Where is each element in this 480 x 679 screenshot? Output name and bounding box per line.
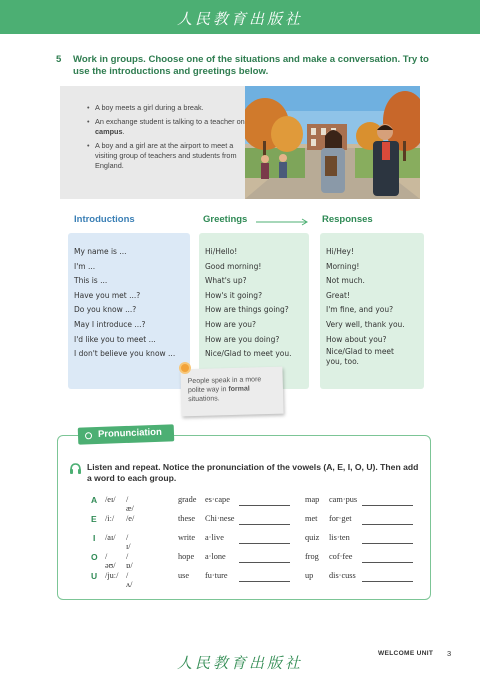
responses-list bbox=[326, 245, 405, 367]
pronunciation-title: Pronunciation bbox=[97, 426, 163, 440]
responses-box bbox=[320, 233, 424, 389]
answer-blank[interactable] bbox=[239, 543, 290, 544]
answer-blank[interactable] bbox=[239, 581, 290, 582]
list-item: What's up? bbox=[205, 276, 247, 286]
list-item: Nice/Glad to meet bbox=[326, 347, 394, 357]
answer-blank[interactable] bbox=[362, 543, 413, 544]
list-item: How are you? bbox=[205, 319, 257, 329]
pronunciation-dot-icon bbox=[85, 432, 92, 439]
list-item: I'm fine, and you? bbox=[326, 305, 394, 315]
publisher-logo-top: 人民教育出版社 bbox=[176, 10, 303, 28]
situation-item: • An exchange student is talking to a teacher on campus. bbox=[87, 117, 247, 137]
answer-blank[interactable] bbox=[239, 562, 290, 563]
headphones-icon bbox=[69, 462, 82, 475]
greetings-heading: Greetings bbox=[203, 214, 248, 225]
situations-panel bbox=[60, 86, 420, 199]
campus-photo bbox=[245, 86, 420, 199]
list-item: Do you know ...? bbox=[74, 305, 137, 315]
answer-blank[interactable] bbox=[239, 524, 290, 525]
list-item: How are things going? bbox=[205, 305, 289, 315]
situation-item: • A boy and a girl are at the airport to meet a visiting group of teachers and students from England. bbox=[87, 141, 247, 171]
situation-list bbox=[87, 103, 247, 175]
list-item: Have you met ...? bbox=[74, 290, 141, 300]
situation-item: • A boy meets a girl during a break. bbox=[87, 103, 247, 113]
list-item: Very well, thank you. bbox=[326, 319, 405, 329]
list-item: Morning! bbox=[326, 261, 360, 271]
campus-photo-illustration bbox=[245, 86, 420, 199]
arrow-right-icon bbox=[256, 218, 310, 226]
publisher-logo-bottom: 人民教育出版社 bbox=[176, 654, 303, 672]
pin-icon bbox=[179, 362, 191, 374]
responses-heading: Responses bbox=[322, 214, 373, 225]
answer-blank[interactable] bbox=[362, 581, 413, 582]
page-number: 3 bbox=[447, 649, 452, 658]
tip-note: People speak in a more polite way in formal situations. bbox=[180, 367, 283, 417]
list-item: I'm ... bbox=[74, 261, 96, 271]
footer-unit-label: WELCOME UNIT bbox=[378, 650, 434, 657]
list-item: Good morning! bbox=[205, 261, 262, 271]
list-item: My name is ... bbox=[74, 247, 127, 256]
list-item: Hi/Hey! bbox=[326, 247, 354, 256]
task-text: Work in groups. Choose one of the situations and make a conversation. Try to use the introductions and greetings below. bbox=[73, 54, 429, 77]
answer-blank[interactable] bbox=[362, 562, 413, 563]
introductions-heading: Introductions bbox=[74, 214, 135, 225]
greetings-list bbox=[205, 245, 292, 362]
list-item: How are you doing? bbox=[205, 334, 280, 344]
pronunciation-tab bbox=[78, 424, 175, 444]
introductions-box bbox=[68, 233, 190, 389]
list-item: Nice/Glad to meet you. bbox=[205, 349, 292, 359]
introductions-list bbox=[74, 245, 175, 362]
list-item: I'd like you to meet ... bbox=[74, 334, 156, 344]
list-item: Great! bbox=[326, 290, 350, 300]
list-item: you, too. bbox=[326, 357, 359, 367]
list-item: I don't believe you know ... bbox=[74, 349, 176, 359]
task-number: 5 bbox=[56, 54, 62, 65]
answer-blank[interactable] bbox=[362, 524, 413, 525]
list-item: How's it going? bbox=[205, 290, 263, 300]
greetings-box bbox=[199, 233, 309, 389]
list-item: Hi/Hello! bbox=[205, 247, 238, 256]
list-item: How about you? bbox=[326, 334, 387, 344]
pronunciation-instruction: Listen and repeat. Notice the pronunciation of the vowels (A, E, I, O, U). Then add a word to each group. bbox=[87, 462, 419, 483]
answer-blank[interactable] bbox=[362, 505, 413, 506]
list-item: Not much. bbox=[326, 276, 365, 286]
list-item: This is ... bbox=[74, 276, 108, 286]
list-item: May I introduce ...? bbox=[74, 319, 146, 329]
answer-blank[interactable] bbox=[239, 505, 290, 506]
